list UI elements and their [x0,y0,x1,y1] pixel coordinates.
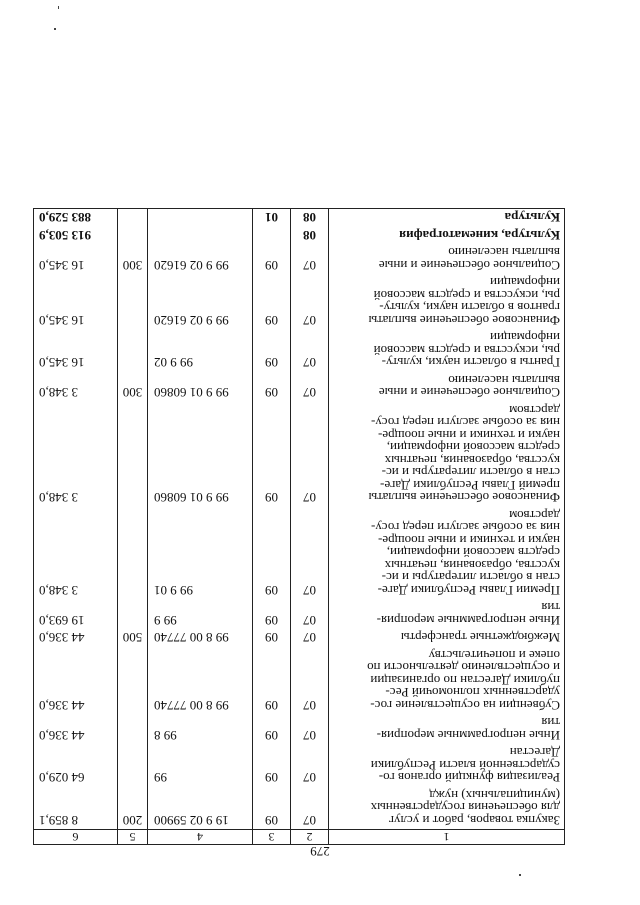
section-code-cell: 07 [291,402,329,507]
target-article-cell: 99 8 00 77740 [148,647,253,715]
amount-cell: 3 348,0 [34,372,118,402]
section-code-cell: 07 [291,629,329,647]
row-name-cell: Социальное обеспечение и иные выплаты населению [329,372,565,402]
table-row [34,372,565,402]
subsection-code-cell: 09 [253,329,291,372]
column-number-row [34,830,565,845]
target-article-cell: 99 8 [148,714,253,744]
expense-type-cell [118,714,148,744]
table-row [34,647,565,715]
target-article-cell: 99 9 01 60860 [148,402,253,507]
table-row [34,244,565,274]
table-row [34,402,565,507]
row-name-cell: Гранты в области науки, культу- ры, искусства и средств массовой информации [329,329,565,372]
table-row [34,209,565,227]
table-row [34,744,565,787]
table-row [34,787,565,830]
subsection-code-cell: 09 [253,744,291,787]
section-code-cell: 07 [291,647,329,715]
section-code-cell: 07 [291,244,329,274]
target-article-cell: 99 9 02 61620 [148,274,253,329]
subsection-code-cell: 09 [253,647,291,715]
column-number: 2 [291,830,329,845]
target-article-cell: 99 [148,744,253,787]
subsection-code-cell: 09 [253,599,291,629]
section-code-cell: 08 [291,209,329,227]
expense-type-cell [118,402,148,507]
table-row [34,714,565,744]
subsection-code-cell [253,227,291,245]
section-code-cell: 07 [291,787,329,830]
amount-cell: 3 348,0 [34,507,118,600]
expense-type-cell [118,227,148,245]
expense-type-cell [118,329,148,372]
amount-cell: 3 348,0 [34,402,118,507]
subsection-code-cell: 01 [253,209,291,227]
target-article-cell: 99 8 00 77740 [148,629,253,647]
amount-cell: 44 336,0 [34,629,118,647]
table-row [34,507,565,600]
expense-type-cell [118,507,148,600]
amount-cell: 16 345,0 [34,329,118,372]
target-article-cell: 99 9 02 [148,329,253,372]
amount-cell: 19 693,0 [34,599,118,629]
table-row [34,274,565,329]
subsection-code-cell: 09 [253,402,291,507]
subsection-code-cell: 09 [253,629,291,647]
scan-speck [519,874,521,876]
row-name-cell: Межбюджетные трансферты [329,629,565,647]
target-article-cell: 99 9 02 61620 [148,244,253,274]
subsection-code-cell: 09 [253,372,291,402]
subsection-code-cell: 09 [253,274,291,329]
section-code-cell: 07 [291,714,329,744]
section-code-cell: 07 [291,329,329,372]
row-name-cell: Иные непрограммные мероприя- тия [329,714,565,744]
section-code-cell: 07 [291,372,329,402]
row-name-cell: Культура, кинематография [329,227,565,245]
amount-cell: 883 529,0 [34,209,118,227]
budget-table [33,208,565,845]
row-name-cell: Премии Главы Республики Даге- стан в области литературы и ис- кусства, образования, печатных средств массовой информации, науки и техники и иные поощре- ния за особые заслуги перед госу- дарством [329,507,565,600]
section-code-cell: 07 [291,599,329,629]
row-name-cell: Закупка товаров, работ и услуг для обеспечения государственных (муниципальных) нужд [329,787,565,830]
amount-cell: 64 029,0 [34,744,118,787]
table-row [34,599,565,629]
page-number: 279 [310,844,330,859]
table-row [34,629,565,647]
column-number: 6 [34,830,118,845]
expense-type-cell: 200 [118,787,148,830]
expense-type-cell [118,744,148,787]
section-code-cell: 07 [291,744,329,787]
subsection-code-cell: 09 [253,714,291,744]
expense-type-cell: 500 [118,629,148,647]
table-row [34,227,565,245]
amount-cell: 44 336,0 [34,647,118,715]
target-article-cell: 99 9 [148,599,253,629]
section-code-cell: 07 [291,507,329,600]
scan-speck [58,6,59,9]
expense-type-cell [118,647,148,715]
amount-cell: 44 336,0 [34,714,118,744]
amount-cell: 913 503,9 [34,227,118,245]
section-code-cell: 07 [291,274,329,329]
row-name-cell: Субвенции на осуществление гос- ударственных полномочий Рес- публики Дагестан по организации и осуществлению деятельности по опеке и попечительству [329,647,565,715]
target-article-cell: 99 9 01 60860 [148,372,253,402]
expense-type-cell: 300 [118,372,148,402]
row-name-cell: Иные непрограммные мероприя- тия [329,599,565,629]
amount-cell: 16 345,0 [34,274,118,329]
row-name-cell: Реализация функций органов го- сударственной власти Республики Дагестан [329,744,565,787]
subsection-code-cell: 09 [253,507,291,600]
column-number: 3 [253,830,291,845]
target-article-cell: 19 9 02 59900 [148,787,253,830]
row-name-cell: Финансовое обеспечение выплаты грантов в области науки, культу- ры, искусства и средств массовой информации [329,274,565,329]
row-name-cell: Финансовое обеспечение выплаты премий Главы Республики Даге- стан в области литературы и ис- кусства, образования, печатных средств массовой информации, науки и техники и иные поощре- ния за особые заслуги перед госу- дарством [329,402,565,507]
expense-type-cell [118,209,148,227]
column-number: 1 [329,830,565,845]
expense-type-cell [118,599,148,629]
table-row [34,329,565,372]
target-article-cell [148,209,253,227]
scan-speck [54,28,56,30]
target-article-cell [148,227,253,245]
subsection-code-cell: 09 [253,244,291,274]
target-article-cell: 99 9 01 [148,507,253,600]
expense-type-cell [118,274,148,329]
row-name-cell: Социальное обеспечение и иные выплаты населению [329,244,565,274]
amount-cell: 8 859,1 [34,787,118,830]
column-number: 4 [148,830,253,845]
amount-cell: 16 345,0 [34,244,118,274]
section-code-cell: 08 [291,227,329,245]
expense-type-cell: 300 [118,244,148,274]
column-number: 5 [118,830,148,845]
subsection-code-cell: 09 [253,787,291,830]
row-name-cell: Культура [329,209,565,227]
